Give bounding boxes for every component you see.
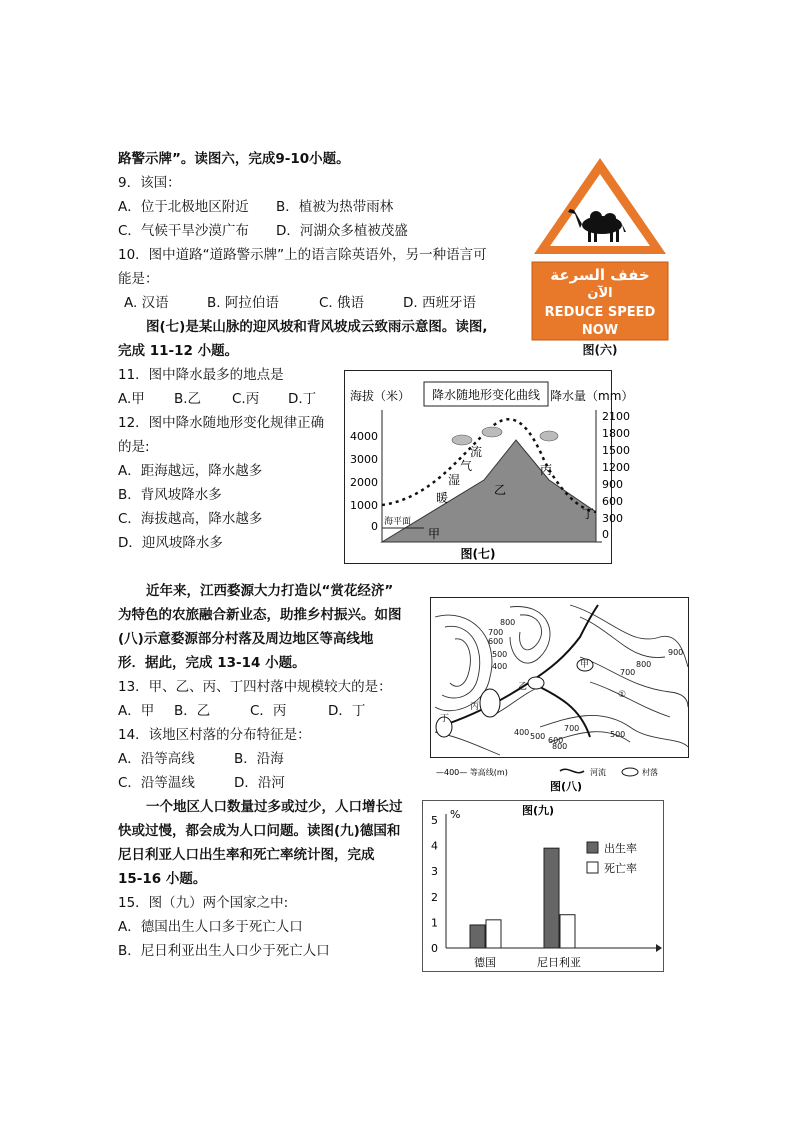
q12-option-a: A．距海越远，降水越多 <box>118 463 263 479</box>
contour-label: 600 <box>548 736 564 745</box>
q14-option-a: A．沿等高线 <box>118 751 195 767</box>
bar-出生率 <box>470 925 485 948</box>
birth-death-rate-chart <box>422 800 664 972</box>
sign-arabic-1: خفف السرعة <box>550 266 650 284</box>
fig7-ytick-3000: 3000 <box>350 453 378 466</box>
contour-label: 500 <box>492 650 508 659</box>
y-tick-label: 3 <box>431 865 438 879</box>
legend-river-icon <box>560 769 584 772</box>
fig7-rtick-0: 0 <box>602 528 609 541</box>
contour-label: 700 <box>564 724 580 733</box>
question-10-cont: 能是： <box>118 271 159 287</box>
contour-label: 600 <box>488 637 504 646</box>
contour-label: 700 <box>488 628 504 637</box>
passage-7-cont: 完成 11-12 小题。 <box>118 343 239 359</box>
q14-option-d: D．沿河 <box>234 775 285 791</box>
q13-option-d: D．丁 <box>328 703 366 719</box>
passage-9: 一个地区人口数量过多或过少，人口增长过 <box>146 799 403 815</box>
label-jia: 甲 <box>580 660 590 670</box>
fig7-rtick-1200: 1200 <box>602 461 630 474</box>
legend-label: 死亡率 <box>604 862 637 875</box>
figure-6-caption: 图(六) <box>582 343 618 357</box>
legend-village-icon <box>622 768 638 776</box>
point-jia: 甲 <box>428 527 441 541</box>
sign-english-1: REDUCE SPEED <box>544 305 656 320</box>
x-tick-label: 尼日利亚 <box>537 956 581 969</box>
passage-8-l2: 为特色的农旅融合新业态，助推乡村振兴。如图 <box>118 607 402 623</box>
question-12: 12．图中降水随地形变化规律正确 <box>118 415 325 431</box>
contour-label: 700 <box>620 668 636 677</box>
y-tick-label: 4 <box>431 839 438 853</box>
question-10: 10．图中道路“道路警示牌”上的语言除英语外，另一种语言可 <box>118 247 487 263</box>
q9-option-d: D．河湖众多植被茂盛 <box>276 223 408 239</box>
contour-label: 800 <box>500 618 516 627</box>
cloud-icon <box>482 427 502 437</box>
fig7-ytick-2000: 2000 <box>350 476 378 489</box>
question-9: 9．该国： <box>118 175 181 191</box>
q11-option-b: B.乙 <box>174 391 202 407</box>
sign-english-2: NOW <box>581 323 619 338</box>
figure-7 <box>344 370 634 564</box>
q9-option-b: B．植被为热带雨林 <box>276 199 394 215</box>
q10-option-b: B. 阿拉伯语 <box>207 295 279 311</box>
contour-label: 400 <box>514 728 530 737</box>
fig7-rtick-1800: 1800 <box>602 427 630 440</box>
passage-7: 图(七)是某山脉的迎风坡和背风坡成云致雨示意图。读图, <box>146 319 488 335</box>
warm-label: 暖 <box>436 491 449 505</box>
fig7-title: 降水随地形变化曲线 <box>431 388 541 402</box>
q10-option-d: D. 西班牙语 <box>403 295 476 311</box>
village-yi <box>528 677 544 689</box>
q9-option-a: A．位于北极地区附近 <box>118 199 249 215</box>
q9-option-c: C．气候干旱沙漠广布 <box>118 223 249 239</box>
figure-9 <box>422 800 664 972</box>
legend-label: 出生率 <box>604 842 637 855</box>
q10-option-a: A. 汉语 <box>124 295 169 311</box>
q14-option-b: B．沿海 <box>234 751 284 767</box>
figure-7-caption: 图(七) <box>460 547 496 561</box>
point-ding: 丁 <box>582 507 595 521</box>
passage-9-l4: 15-16 小题。 <box>118 871 207 887</box>
q12-option-d: D．迎风坡降水多 <box>118 535 223 551</box>
fig7-right-axis-label: 降水量（mm） <box>550 389 634 403</box>
contour-map <box>430 597 690 793</box>
fig7-rtick-900: 900 <box>602 478 623 491</box>
fig7-rtick-300: 300 <box>602 512 623 525</box>
question-13: 13．甲、乙、丙、丁四村落中规模较大的是： <box>118 679 392 695</box>
fig7-ytick-1000: 1000 <box>350 499 378 512</box>
passage-9-l3: 尼日利亚人口出生率和死亡率统计图，完成 <box>118 847 375 863</box>
fig7-ytick-0: 0 <box>371 520 378 533</box>
cloud-icon <box>540 431 558 441</box>
y-tick-label: 1 <box>431 916 438 930</box>
contour-label: 400 <box>492 662 508 671</box>
label-ding: 丁 <box>440 714 450 724</box>
q13-option-c: C．丙 <box>250 703 287 719</box>
contour-label: 900 <box>668 648 684 657</box>
q15-option-a: A．德国出生人口多于死亡人口 <box>118 919 303 935</box>
legend-river: 河流 <box>590 768 606 777</box>
q15-option-b: B．尼日利亚出生人口少于死亡人口 <box>118 943 330 959</box>
legend-swatch <box>587 862 598 873</box>
passage-9-l2: 快或过慢，都会成为人口问题。读图(九)德国和 <box>118 823 401 839</box>
orographic-rain-diagram <box>344 370 634 564</box>
bar-死亡率 <box>560 915 575 948</box>
label-circle-1: ① <box>618 690 627 700</box>
legend-swatch <box>587 842 598 853</box>
village-bing <box>480 689 500 717</box>
figure-8 <box>430 597 690 793</box>
x-tick-label: 德国 <box>474 956 496 969</box>
bar-死亡率 <box>486 920 501 948</box>
y-tick-label: 2 <box>431 890 438 904</box>
cloud-icon <box>452 435 472 445</box>
y-tick-label: 5 <box>431 814 438 827</box>
liu-label: 流 <box>470 445 483 459</box>
fig7-rtick-1500: 1500 <box>602 444 630 457</box>
q11-option-a: A.甲 <box>118 391 145 407</box>
q11-option-d: D.丁 <box>288 391 317 407</box>
contour-label: 500 <box>610 730 626 739</box>
question-14: 14．该地区村落的分布特征是： <box>118 727 311 743</box>
bar-出生率 <box>544 848 559 948</box>
label-yi: 乙 <box>518 682 528 692</box>
wet-label: 湿 <box>448 473 461 487</box>
road-sign-graphic <box>530 152 670 357</box>
fig7-rtick-600: 600 <box>602 495 623 508</box>
fig7-rtick-2100: 2100 <box>602 410 630 423</box>
qi-label: 气 <box>460 459 473 473</box>
q11-option-c: C.丙 <box>232 391 260 407</box>
sea-level-label: 海平面 <box>384 517 412 527</box>
chart-title: 图(九) <box>522 804 555 817</box>
fig7-ytick-4000: 4000 <box>350 430 378 443</box>
q12-option-c: C．海拔越高，降水越多 <box>118 511 263 527</box>
y-tick-label: 0 <box>431 942 438 955</box>
passage-8-l4: 形．据此，完成 13-14 小题。 <box>118 655 306 671</box>
figure-8-caption: 图(八) <box>550 780 583 793</box>
sign-arabic-2: الآن <box>587 286 613 301</box>
contour-label: 500 <box>530 732 546 741</box>
point-bing: 丙 <box>540 463 553 477</box>
figure-6 <box>530 152 670 357</box>
legend-village: 村落 <box>642 768 658 777</box>
chart-ylabel: % <box>450 808 461 821</box>
label-bing: 丙 <box>470 702 480 712</box>
q14-option-c: C．沿等温线 <box>118 775 195 791</box>
q12-option-b: B．背风坡降水多 <box>118 487 222 503</box>
q13-option-a: A．甲 <box>118 703 155 719</box>
question-11: 11．图中降水最多的地点是 <box>118 367 284 383</box>
contour-label: 800 <box>552 742 568 751</box>
passage-8: 近年来，江西婺源大力打造以“赏花经济” <box>146 583 394 599</box>
question-15: 15．图（九）两个国家之中: <box>118 895 289 911</box>
contour-label: 800 <box>636 660 652 669</box>
question-12-cont: 的是: <box>118 439 150 455</box>
intro-line: 路警示牌”。读图六，完成9-10小题。 <box>118 151 350 167</box>
legend-contour: —400— 等高线(m) <box>436 768 508 777</box>
passage-8-l3: (八)示意婺源部分村落及周边地区等高线地 <box>118 631 374 647</box>
q10-option-c: C. 俄语 <box>319 295 365 311</box>
fig7-left-axis-label: 海拔（米） <box>350 389 411 403</box>
q13-option-b: B．乙 <box>174 703 211 719</box>
point-yi: 乙 <box>494 483 507 497</box>
